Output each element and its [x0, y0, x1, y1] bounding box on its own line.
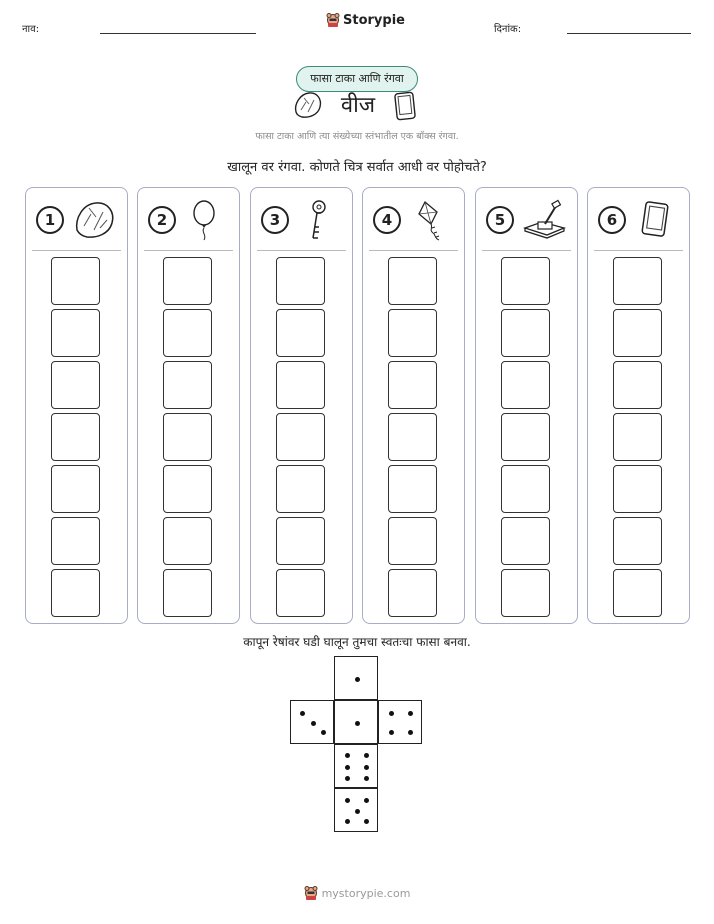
color-box[interactable]: [613, 361, 662, 409]
color-box[interactable]: [163, 309, 212, 357]
color-box[interactable]: [51, 465, 100, 513]
color-box[interactable]: [613, 517, 662, 565]
color-box[interactable]: [388, 465, 437, 513]
dice-pip: [364, 753, 369, 758]
color-box[interactable]: [51, 413, 100, 461]
color-box[interactable]: [501, 517, 550, 565]
tablet-icon: [634, 198, 680, 242]
dice-pip: [345, 819, 350, 824]
column-number: 4: [373, 206, 401, 234]
footer-url: mystorypie.com: [321, 887, 411, 900]
color-box[interactable]: [163, 413, 212, 461]
color-box[interactable]: [51, 257, 100, 305]
color-box[interactable]: [501, 257, 550, 305]
color-box[interactable]: [613, 569, 662, 617]
dice-pip: [364, 819, 369, 824]
switch-icon: [522, 198, 568, 242]
color-box[interactable]: [388, 413, 437, 461]
storypie-logo: [326, 13, 405, 28]
name-line[interactable]: [100, 33, 256, 34]
color-box[interactable]: [276, 465, 325, 513]
color-box[interactable]: [613, 309, 662, 357]
column-divider: [482, 250, 571, 251]
subtitle: फासा टाका आणि त्या संख्येच्या स्तंभातील एक बॉक्स रंगवा.: [255, 131, 459, 142]
tablet-icon: [393, 91, 417, 121]
color-box[interactable]: [51, 361, 100, 409]
dice-face-4: [378, 700, 422, 744]
cut-instruction: कापून रेषांवर घडी घालून तुमचा स्वतःचा फासा बनवा.: [243, 635, 471, 649]
color-box[interactable]: [163, 361, 212, 409]
key-icon: [297, 198, 343, 242]
column-number: 2: [148, 206, 176, 234]
coal-icon: [72, 198, 118, 242]
dice-pip: [389, 711, 394, 716]
column-divider: [32, 250, 121, 251]
color-box[interactable]: [613, 257, 662, 305]
color-box[interactable]: [388, 309, 437, 357]
dice-face-6: [334, 744, 378, 788]
color-box[interactable]: [51, 517, 100, 565]
dice-pip: [311, 721, 316, 726]
column-4: [362, 187, 465, 624]
activity-badge: फासा टाका आणि रंगवा: [296, 66, 418, 92]
column-1: [25, 187, 128, 624]
page-title: वीज: [340, 93, 376, 118]
color-box[interactable]: [388, 517, 437, 565]
dice-pip: [364, 798, 369, 803]
color-box[interactable]: [163, 465, 212, 513]
column-5: [475, 187, 578, 624]
column-divider: [594, 250, 683, 251]
column-number: 1: [36, 206, 64, 234]
column-number: 6: [598, 206, 626, 234]
dice-pip: [408, 730, 413, 735]
color-box[interactable]: [276, 569, 325, 617]
brand-name: Storypie: [343, 13, 405, 28]
name-label: नाव:: [22, 24, 40, 35]
footer: [0, 886, 714, 901]
color-box[interactable]: [51, 309, 100, 357]
dice-face-5: [334, 788, 378, 832]
color-box[interactable]: [276, 361, 325, 409]
column-number: 3: [261, 206, 289, 234]
dice-pip: [345, 798, 350, 803]
kite-icon: [409, 198, 455, 242]
color-box[interactable]: [163, 517, 212, 565]
column-3: [250, 187, 353, 624]
color-box[interactable]: [613, 413, 662, 461]
dice-pip: [345, 753, 350, 758]
color-box[interactable]: [276, 257, 325, 305]
dice-pip: [321, 730, 326, 735]
date-label: दिनांक:: [494, 24, 522, 35]
column-divider: [257, 250, 346, 251]
color-box[interactable]: [276, 517, 325, 565]
dice-pip: [355, 809, 360, 814]
color-box[interactable]: [276, 413, 325, 461]
column-divider: [369, 250, 458, 251]
balloon-icon: [184, 198, 230, 242]
dice-pip: [345, 776, 350, 781]
dice-pip: [300, 711, 305, 716]
color-box[interactable]: [163, 257, 212, 305]
color-box[interactable]: [501, 413, 550, 461]
dice-face-1: [334, 656, 378, 700]
color-box[interactable]: [51, 569, 100, 617]
column-6: [587, 187, 690, 624]
color-box[interactable]: [501, 361, 550, 409]
dice-pip: [408, 711, 413, 716]
dice-face-1-center: [334, 700, 378, 744]
dice-pip: [355, 721, 360, 726]
color-box[interactable]: [388, 361, 437, 409]
column-divider: [144, 250, 233, 251]
dice-pip: [355, 677, 360, 682]
color-box[interactable]: [388, 569, 437, 617]
column-number: 5: [486, 206, 514, 234]
coal-icon: [292, 90, 324, 120]
dice-pip: [389, 730, 394, 735]
dice-pip: [364, 776, 369, 781]
dice-pip: [364, 765, 369, 770]
color-box[interactable]: [388, 257, 437, 305]
storypie-mascot-icon: [326, 13, 340, 28]
dice-pip: [345, 765, 350, 770]
column-2: [137, 187, 240, 624]
color-box[interactable]: [501, 569, 550, 617]
color-box[interactable]: [501, 309, 550, 357]
color-box[interactable]: [613, 465, 662, 513]
color-box[interactable]: [276, 309, 325, 357]
color-box[interactable]: [501, 465, 550, 513]
date-line[interactable]: [567, 33, 691, 34]
storypie-mascot-icon: [304, 886, 318, 901]
instruction: खालून वर रंगवा. कोणते चित्र सर्वात आधी वर पोहोचते?: [227, 160, 487, 175]
dice-face-3: [290, 700, 334, 744]
color-box[interactable]: [163, 569, 212, 617]
